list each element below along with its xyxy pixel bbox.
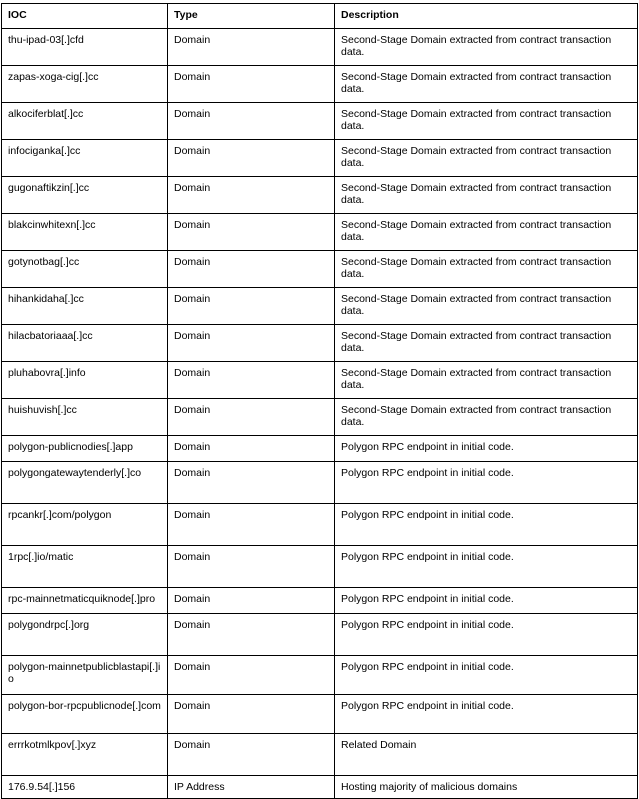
ioc-cell: polygondrpc[.]org — [2, 614, 168, 656]
table-row — [2, 214, 638, 251]
description-cell: Polygon RPC endpoint in initial code. — [335, 436, 638, 462]
table-row — [2, 695, 638, 734]
type-cell: Domain — [168, 399, 335, 436]
table-row — [2, 103, 638, 140]
header-description: Description — [335, 4, 638, 29]
ioc-cell: rpcankr[.]com/polygon — [2, 504, 168, 546]
ioc-cell: 176.9.54[.]156 — [2, 776, 168, 799]
type-cell: Domain — [168, 614, 335, 656]
table-row — [2, 140, 638, 177]
type-cell: Domain — [168, 462, 335, 504]
ioc-cell: gotynotbag[.]cc — [2, 251, 168, 288]
ioc-cell: hihankidaha[.]cc — [2, 288, 168, 325]
type-cell: Domain — [168, 436, 335, 462]
ioc-cell: polygongatewaytenderly[.]co — [2, 462, 168, 504]
ioc-cell: thu-ipad-03[.]cfd — [2, 29, 168, 66]
table-row — [2, 504, 638, 546]
ioc-cell: 1rpc[.]io/matic — [2, 546, 168, 588]
type-cell: Domain — [168, 656, 335, 695]
type-cell: IP Address — [168, 776, 335, 799]
ioc-cell: polygon-bor-rpcpublicnode[.]com — [2, 695, 168, 734]
type-cell: Domain — [168, 29, 335, 66]
description-cell: Polygon RPC endpoint in initial code. — [335, 695, 638, 734]
type-cell: Domain — [168, 588, 335, 614]
table-row — [2, 251, 638, 288]
description-cell: Hosting majority of malicious domains — [335, 776, 638, 799]
description-cell: Second-Stage Domain extracted from contract transaction data. — [335, 251, 638, 288]
ioc-cell: pluhabovra[.]info — [2, 362, 168, 399]
description-cell: Polygon RPC endpoint in initial code. — [335, 546, 638, 588]
table-row — [2, 546, 638, 588]
description-cell: Second-Stage Domain extracted from contract transaction data. — [335, 29, 638, 66]
table-row — [2, 588, 638, 614]
table-row — [2, 776, 638, 799]
ioc-cell: infociganka[.]cc — [2, 140, 168, 177]
type-cell: Domain — [168, 362, 335, 399]
ioc-cell: alkociferblat[.]cc — [2, 103, 168, 140]
type-cell: Domain — [168, 214, 335, 251]
ioc-cell: huishuvish[.]cc — [2, 399, 168, 436]
type-cell: Domain — [168, 103, 335, 140]
description-cell: Polygon RPC endpoint in initial code. — [335, 588, 638, 614]
description-cell: Second-Stage Domain extracted from contract transaction data. — [335, 325, 638, 362]
table-row — [2, 177, 638, 214]
type-cell: Domain — [168, 140, 335, 177]
description-cell: Second-Stage Domain extracted from contract transaction data. — [335, 362, 638, 399]
ioc-table — [1, 3, 638, 799]
table-row — [2, 288, 638, 325]
ioc-cell: zapas-xoga-cig[.]cc — [2, 66, 168, 103]
type-cell: Domain — [168, 695, 335, 734]
description-cell: Second-Stage Domain extracted from contract transaction data. — [335, 140, 638, 177]
description-cell: Second-Stage Domain extracted from contract transaction data. — [335, 103, 638, 140]
description-cell: Second-Stage Domain extracted from contract transaction data. — [335, 288, 638, 325]
table-row — [2, 436, 638, 462]
header-row — [2, 4, 638, 29]
type-cell: Domain — [168, 177, 335, 214]
ioc-cell: hilacbatoriaaa[.]cc — [2, 325, 168, 362]
ioc-cell: polygon-publicnodies[.]app — [2, 436, 168, 462]
description-cell: Polygon RPC endpoint in initial code. — [335, 504, 638, 546]
ioc-cell: rpc-mainnetmaticquiknode[.]pro — [2, 588, 168, 614]
description-cell: Second-Stage Domain extracted from contract transaction data. — [335, 66, 638, 103]
type-cell: Domain — [168, 734, 335, 776]
header-type: Type — [168, 4, 335, 29]
type-cell: Domain — [168, 288, 335, 325]
table-row — [2, 462, 638, 504]
table-row — [2, 734, 638, 776]
header-ioc: IOC — [2, 4, 168, 29]
table-row — [2, 614, 638, 656]
description-cell: Related Domain — [335, 734, 638, 776]
ioc-cell: gugonaftikzin[.]cc — [2, 177, 168, 214]
table-row — [2, 399, 638, 436]
description-cell: Polygon RPC endpoint in initial code. — [335, 462, 638, 504]
type-cell: Domain — [168, 66, 335, 103]
ioc-cell: blakcinwhitexn[.]cc — [2, 214, 168, 251]
type-cell: Domain — [168, 251, 335, 288]
description-cell: Polygon RPC endpoint in initial code. — [335, 614, 638, 656]
type-cell: Domain — [168, 546, 335, 588]
type-cell: Domain — [168, 325, 335, 362]
description-cell: Second-Stage Domain extracted from contract transaction data. — [335, 214, 638, 251]
table-row — [2, 325, 638, 362]
ioc-cell: polygon-mainnetpublicblastapi[.]io — [2, 656, 168, 695]
table-row — [2, 362, 638, 399]
table-row — [2, 656, 638, 695]
description-cell: Second-Stage Domain extracted from contract transaction data. — [335, 399, 638, 436]
description-cell: Polygon RPC endpoint in initial code. — [335, 656, 638, 695]
type-cell: Domain — [168, 504, 335, 546]
description-cell: Second-Stage Domain extracted from contract transaction data. — [335, 177, 638, 214]
ioc-cell: errrkotmlkpov[.]xyz — [2, 734, 168, 776]
table-row — [2, 29, 638, 66]
table-row — [2, 66, 638, 103]
